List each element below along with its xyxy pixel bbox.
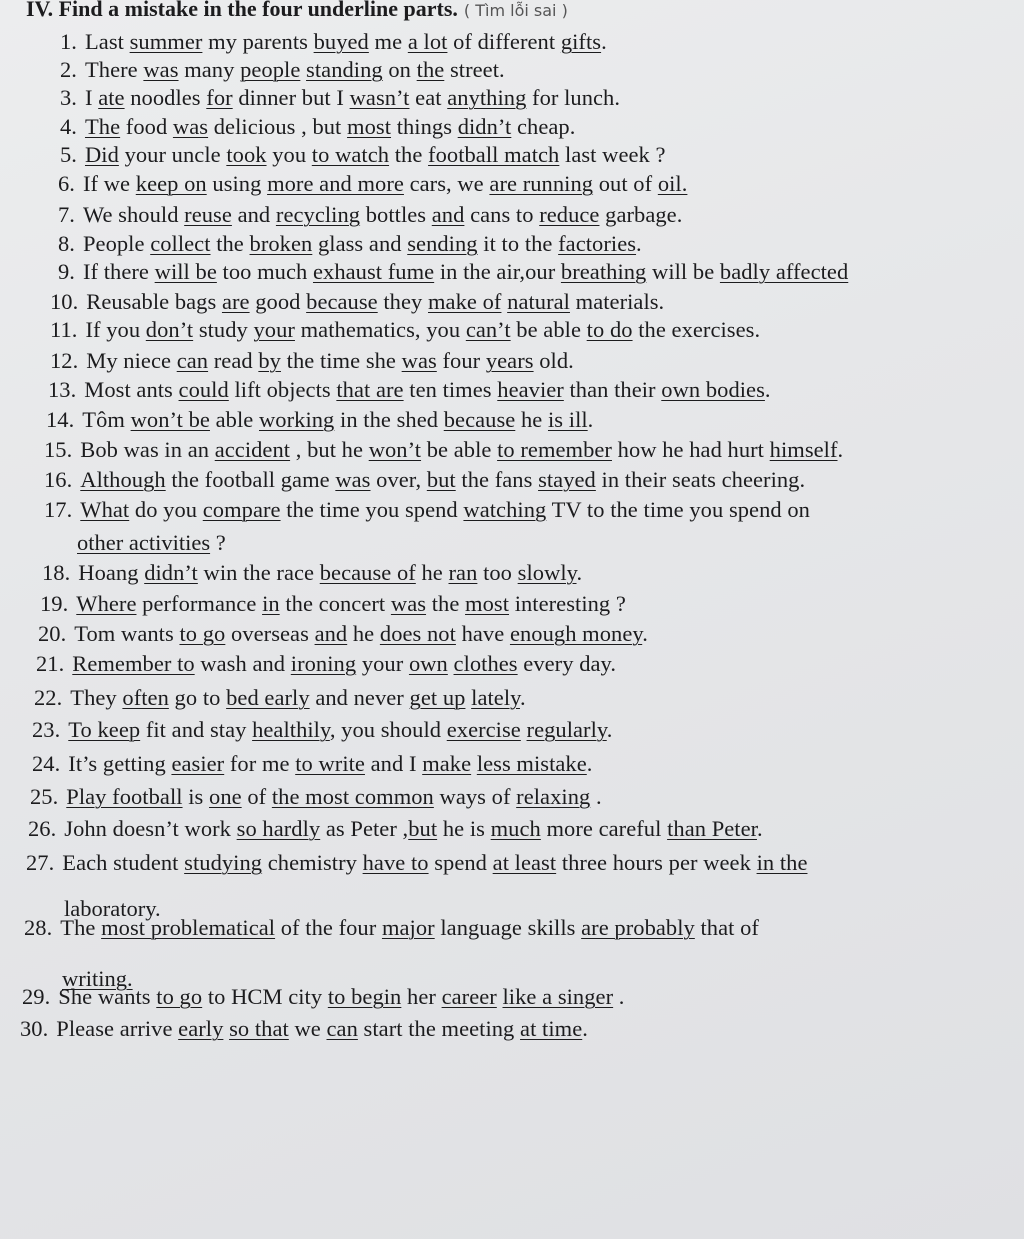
exercise-item-9 — [58, 258, 848, 286]
item-sentence: John doesn’t work so hardly as Peter ,but he is much more careful than Peter. — [64, 816, 763, 841]
item-sentence: Each student studying chemistry have to spend at least three hours per week in the — [62, 850, 808, 875]
exercise-heading — [26, 0, 568, 22]
item-number: 13. — [48, 377, 77, 402]
item-sentence: The most problematical of the four major language skills are probably that of — [60, 915, 759, 940]
item-sentence: If you don’t study your mathematics, you can’t be able to do the exercises. — [85, 317, 761, 342]
exercise-item-13 — [48, 376, 771, 404]
item-number: 4. — [60, 114, 77, 139]
item-number: 30. — [20, 1016, 49, 1041]
item-number: 6. — [58, 171, 75, 196]
item-sentence: Please arrive early so that we can start the meeting at time. — [56, 1016, 588, 1041]
item-sentence: Hoang didn’t win the race because of he ran too slowly. — [78, 560, 583, 585]
item-number: 23. — [32, 717, 61, 742]
item-sentence: There was many people standing on the street. — [84, 57, 505, 82]
item-sentence: Remember to wash and ironing your own clothes every day. — [72, 651, 617, 676]
item-sentence: My niece can read by the time she was four years old. — [86, 348, 574, 373]
item-sentence: Reusable bags are good because they make of natural materials. — [86, 289, 665, 314]
exercise-item-4 — [60, 113, 575, 141]
item-sentence: Bob was in an accident , but he won’t be able to remember how he had hurt himself. — [80, 437, 844, 462]
exercise-item-21 — [36, 650, 616, 678]
item-sentence: Most ants could lift objects that are ten times heavier than their own bodies. — [84, 377, 771, 402]
exercise-item-12 — [50, 347, 574, 375]
item-sentence: What do you compare the time you spend watching TV to the time you spend on — [80, 497, 810, 522]
exercise-item-17 — [44, 496, 810, 524]
exercise-item-14 — [46, 406, 593, 434]
handwritten-note: ( Tìm lỗi sai ) — [463, 1, 568, 20]
exercise-item-15 — [44, 436, 843, 464]
item-sentence: If there will be too much exhaust fume in the air,our breathing will be badly affected — [82, 259, 849, 284]
item-sentence: If we keep on using more and more cars, we are running out of oil. — [82, 171, 688, 196]
item-sentence: Last summer my parents buyed me a lot of different gifts. — [84, 29, 607, 54]
exercise-item-28-continuation: writing. — [62, 966, 133, 991]
item-number: 18. — [42, 560, 71, 585]
item-number: 8. — [58, 231, 75, 256]
exercise-item-11 — [50, 316, 760, 344]
exercise-item-8 — [58, 230, 642, 258]
item-number: 20. — [38, 621, 67, 646]
exercise-item-1 — [60, 28, 607, 56]
exercise-item-5 — [60, 141, 666, 169]
item-number: 3. — [60, 85, 77, 110]
item-sentence: Where performance in the concert was the most interesting ? — [76, 591, 626, 616]
item-sentence: Although the football game was over, but the fans stayed in their seats cheering. — [80, 467, 806, 492]
item-number: 24. — [32, 751, 61, 776]
item-sentence: Did your uncle took you to watch the football match last week ? — [84, 142, 666, 167]
item-number: 16. — [44, 467, 73, 492]
item-number: 26. — [28, 816, 57, 841]
item-number: 7. — [58, 202, 75, 227]
item-number: 19. — [40, 591, 69, 616]
item-sentence: They often go to bed early and never get up lately. — [70, 685, 526, 710]
exercise-item-7 — [58, 201, 682, 229]
exercise-item-26 — [28, 815, 763, 843]
exercise-item-25 — [30, 783, 602, 811]
item-number: 5. — [60, 142, 77, 167]
item-number: 9. — [58, 259, 75, 284]
item-sentence: Tom wants to go overseas and he does not have enough money. — [74, 621, 648, 646]
exercise-item-27 — [26, 849, 807, 877]
exercise-item-17-continuation: other activities ? — [77, 530, 226, 555]
item-number: 12. — [50, 348, 79, 373]
item-number: 11. — [50, 317, 78, 342]
item-number: 2. — [60, 57, 77, 82]
item-number: 29. — [22, 984, 51, 1009]
exercise-item-22 — [34, 684, 526, 712]
exercise-item-3 — [60, 84, 620, 112]
item-number: 17. — [44, 497, 73, 522]
item-sentence: Play football is one of the most common ways of relaxing . — [66, 784, 602, 809]
item-number: 25. — [30, 784, 59, 809]
item-number: 28. — [24, 915, 53, 940]
item-number: 10. — [50, 289, 79, 314]
exercise-item-29 — [22, 983, 624, 1011]
item-sentence: I ate noodles for dinner but I wasn’t eat anything for lunch. — [84, 85, 621, 110]
exercise-item-27-continuation: laboratory. — [64, 896, 161, 921]
exercise-item-28 — [24, 914, 759, 942]
item-number: 15. — [44, 437, 73, 462]
item-sentence: It’s getting easier for me to write and I make less mistake. — [68, 751, 593, 776]
exercise-item-10 — [50, 288, 664, 316]
item-number: 1. — [60, 29, 77, 54]
exercise-item-24 — [32, 750, 592, 778]
item-sentence: The food was delicious , but most things didn’t cheap. — [84, 114, 576, 139]
exercise-item-18 — [42, 559, 582, 587]
exercise-item-23 — [32, 716, 612, 744]
exercise-item-20 — [38, 620, 648, 648]
exercise-item-6 — [58, 170, 687, 198]
item-sentence: Tôm won’t be able working in the shed because he is ill. — [82, 407, 594, 432]
item-sentence: People collect the broken glass and sending it to the factories. — [82, 231, 642, 256]
exercise-title: IV. Find a mistake in the four underline parts. — [26, 0, 458, 21]
item-sentence: She wants to go to HCM city to begin her career like a singer . — [58, 984, 625, 1009]
item-number: 22. — [34, 685, 63, 710]
item-sentence: To keep fit and stay healthily, you should exercise regularly. — [68, 717, 613, 742]
item-number: 27. — [26, 850, 55, 875]
exercise-item-30 — [20, 1015, 588, 1043]
exercise-item-16 — [44, 466, 805, 494]
exercise-item-2 — [60, 56, 505, 84]
item-number: 14. — [46, 407, 75, 432]
exercise-item-19 — [40, 590, 626, 618]
item-number: 21. — [36, 651, 65, 676]
item-sentence: We should reuse and recycling bottles and cans to reduce garbage. — [82, 202, 683, 227]
